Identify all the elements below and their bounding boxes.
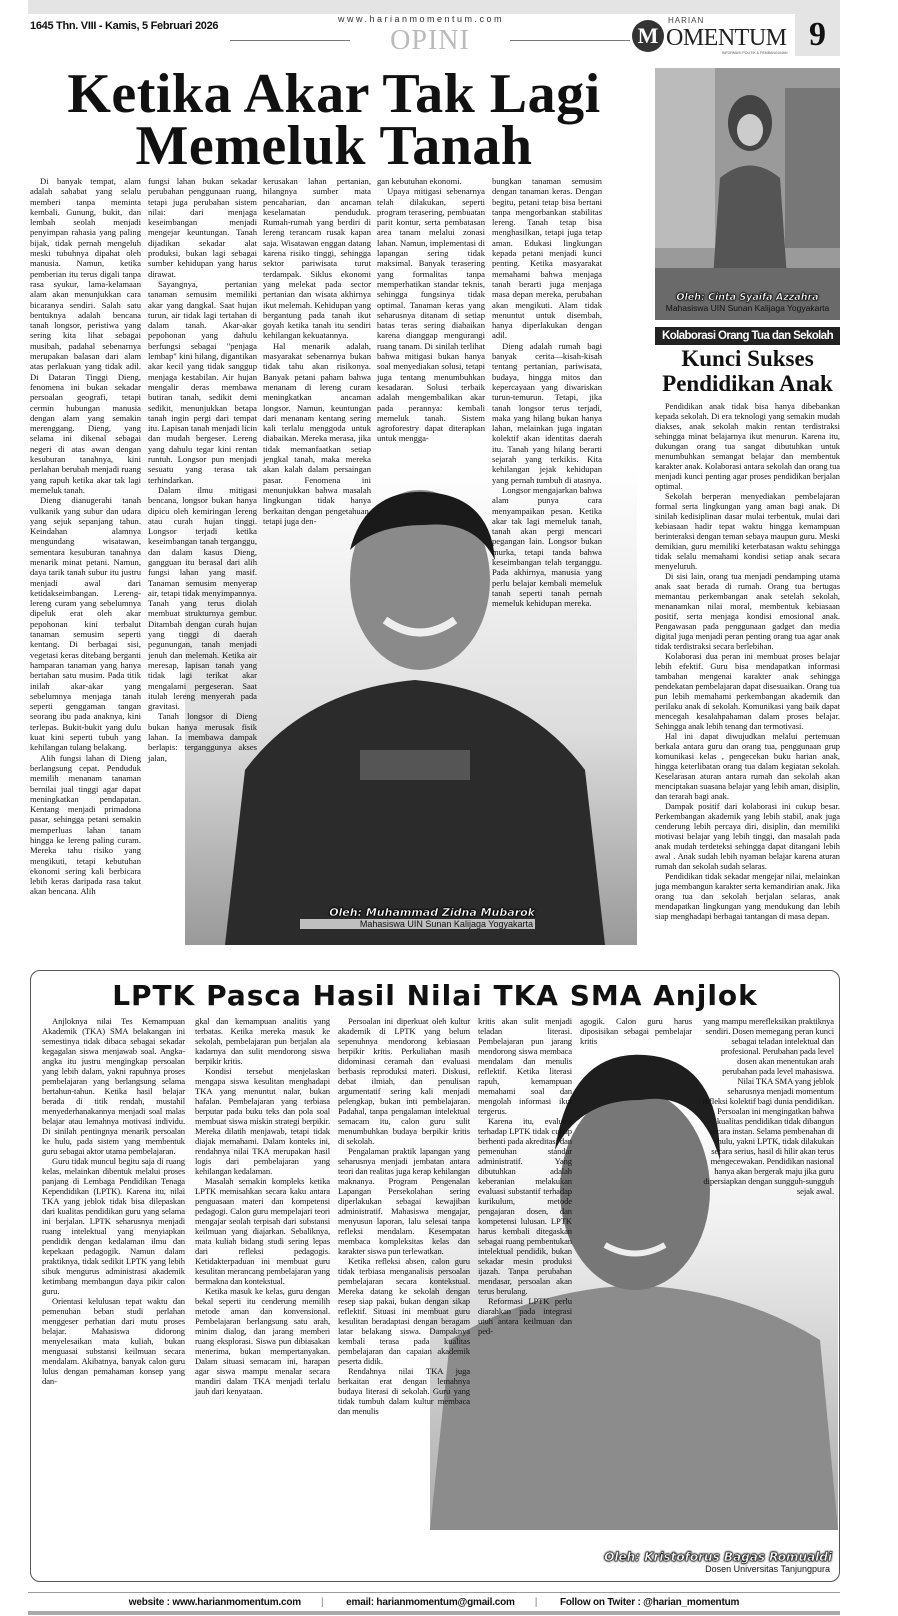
article-column — [377, 176, 485, 444]
side-author-photo — [655, 68, 840, 320]
paragraph: Rendahnya nilai TKA juga berkaitan erat dengan lemahnya budaya literasi di sekolah. Guru yang tidak tumbuh dalam kultur membaca dan menulis — [338, 1366, 470, 1416]
article-column — [263, 176, 371, 526]
paragraph: Dalam ilmu mitigasi bencana, longsor bukan hanya dipicu oleh kemiringan lereng atau curah hujan tinggi. Longsor terjadi ketika keseimbangan tanah terganggu, dan dalam kasus Dieng, gangguan itu berasal dari alih fungsi lahan yang masif. Tanaman semusim menyerap air, tetapi tidak menyimpannya. Tanah yang terus diolah membuat strukturnya gembur. Ditambah dengan curah hujan yang tinggi di daerah pegunungan, tanah menjadi jenuh dan melemah. Ketika air meresap, lapisan tanah yang tidak lagi terikat akar mengalami pergeseran. Saat itulah lereng menyerah pada gravitasi. — [148, 484, 257, 712]
footer-twitter[interactable]: Follow on Twiter : @harian_momentum — [559, 1597, 740, 1608]
header-band — [28, 0, 840, 14]
paragraph: kritis akan sulit menjadi teladan literasi. Pembelajaran pun jarang mendorong siswa membaca mendalam dan menulis reflektif. Ketika literasi rapuh, kemampuan memahami soal dan mengolah informasi ikut tergerus. — [478, 1016, 572, 1116]
logo-main: OMENTUM — [666, 25, 787, 51]
divider — [510, 40, 630, 41]
author-caption — [300, 906, 535, 929]
paragraph: Reformasi LPTK perlu diarahkan pada integrasi utuh antara keilmuan dan ped- — [478, 1296, 572, 1336]
footer — [28, 1596, 840, 1609]
paragraph: Ketika masuk ke kelas, guru dengan bekal seperti itu cenderung memilih metode aman dan konvensional. Pembelajaran berlangsung satu arah, minim dialog, dan jarang memberi ruang eksplorasi. Siswa pun dibiasakan menerima, bukan mempertanyakan. Dalam situasi semacam ini, harapan agar siswa mampu menalar secara mandiri dalam TKA menjadi terlalu jauh dari kenyataan. — [195, 1286, 330, 1396]
divider — [28, 1611, 840, 1615]
paragraph: Di sisi lain, orang tua menjadi pendamping utama anak saat berada di rumah. Orang tua bertugas memantau perkembangan anak setelah sekolah, menanamkan nilai moral, membentuk kebiasaan positif, serta menjaga kondisi emosional anak. Pengawasan pada penggunaan gadget dan media digital juga menjadi peran penting orang tua agar anak tidak terdistraksi secara berlebihan. — [655, 572, 840, 651]
title-line: Kunci Sukses — [681, 346, 814, 371]
paragraph: Dampak positif dari kolaborasi ini cukup besar. Perkembangan akademik yang lebih stabil, anak juga cenderung lebih percaya diri, disiplin, dan memiliki motivasi belajar yang lebih tinggi, dan masalah pada anak mudah terdeteksi sehingga dapat ditangani lebih awal . Anak sudah lebih nyaman belajar karena aturan rumah dan sekolah sudah selaras. — [655, 802, 840, 871]
paragraph: Persoalan ini diperkuat oleh kultur akademik di LPTK yang belum sepenuhnya mendorong kebiasaan berpikir kritis. Perkuliahan masih didominasi ceramah dan evaluasi berbasis reproduksi materi. Diskusi, debat ilmiah, dan penulisan argumentatif sering kali menjadi pelengkap, bukan inti pembelajaran. Padahal, tanpa pengalaman intelektual semacam itu, calon guru sulit menumbuhkan budaya berpikir kritis di sekolah. — [338, 1016, 470, 1146]
paragraph: Karena itu, evaluasi terhadap LPTK tidak cukup berhenti pada akreditasi dan pemenuhan standar administratif. Yang dibutuhkan adalah keberanian melakukan evaluasi substantif terhadap kurikulum, metode pengajaran dosen, dan kompetensi lulusan. LPTK harus kembali ditegaskan sebagai ruang pembentukan intelektual pendidik, bukan sekadar mesin produksi ijazah. Tanpa perubahan mendasar, persoalan akan terus berulang. — [478, 1116, 572, 1296]
divider — [230, 40, 350, 41]
paragraph: Guru tidak muncul begitu saja di ruang kelas, melainkan dibentuk melalui proses panjang di Lembaga Pendidikan Tenaga Kependidikan (LPTK). Karena itu, nilai TKA yang jeblok tidak bisa dilepaskan dari kualitas pendidikan guru yang selama ini berjalan. LPTK seharusnya menjadi ruang intelektual yang menyiapkan pendidik dengan kedalaman ilmu dan kepekaan pedagogik. Namun dalam praktiknya, tidak sedikit LPTK yang lebih sibuk mengurus administrasi akademik ketimbang membangun daya pikir calon guru. — [42, 1156, 185, 1296]
article-column — [492, 176, 602, 608]
footer-email[interactable]: email: harianmomentum@gmail.com — [346, 1597, 515, 1608]
footer-website[interactable]: website : www.harianmomentum.com — [128, 1597, 301, 1608]
paragraph: Di banyak tempat, alam adalah sahabat yang selalu memberi tanpa meminta kembali. Gunung, bukit, dan lembah seolah menjadi penyimpan rahasia yang paling bijak, tidak pernah mengeluh meski tubuhnya dipahat oleh manusia. Namun, ketika pemberian itu terus digali tanpa rasa syukur, lama-kelamaan alam akan menunjukkan cara bicaranya sendiri. Salah satu bentuknya adalah bencana tanah longsor, peristiwa yang sering kita lihat sebagai musibah, padahal sebenarnya merupakan balasan dari alam atas perlakuan yang tidak adil. Di Dataran Tinggi Dieng, fenomena ini bukan sekadar persoalan geografi, tetapi cermin hubungan manusia dengan alam yang semakin merenggang. Dieng, yang selama ini dikenal sebagai negeri di atas awan dengan kesuburan tanahnya, kini perlahan berubah menjadi ruang yang rapuh ketika akar tak lagi memeluk tanah. — [30, 176, 141, 495]
separator: | — [534, 1597, 538, 1608]
author-name: Oleh: Kristoforus Bagas Romualdi — [604, 1550, 832, 1564]
title-line: Memeluk Tanah — [135, 115, 533, 177]
newspaper-logo — [632, 18, 792, 56]
paragraph: Pendidikan anak tidak bisa hanya dibebankan kepada sekolah. Di era teknologi yang semakin mudah diakses, anak sekolah makin rentan terdistraksi sehingga minat belajarnya ikut menurun. Karena itu, dukungan orang tua sangat dibutuhkan untuk menumbuhkan semangat belajar dan membentuk karakter anak. Kolaborasi antara sekolah dan orang tua menjadi kunci penting agar proses pendidikan berjalan optimal. — [655, 402, 840, 491]
title-line: Ketika Akar Tak Lagi — [67, 63, 601, 125]
logo-tagline: INFORMASI POLITIK & PEMBANGUNAN — [722, 51, 788, 55]
paragraph: gan kebutuhan ekonomi. — [377, 176, 462, 186]
paragraph: bungkan tanaman semusim dengan tanaman keras. Dengan begitu, petani tetap bisa bertani tanpa mengorbankan stabilitas lereng. Tanah tetap bisa menghasilkan, tetapi juga tetap aman. Edukasi lingkungan kepada petani menjadi kunci penting. Ketika masyarakat memahami bahwa menjaga tanah berarti juga menjaga masa depan mereka, perubahan akan mengikuti. Alam tidak menuntut untuk disembah, hanya diperlakukan dengan adil. — [492, 176, 602, 341]
article-column — [580, 1016, 692, 1046]
paragraph: yang mampu merefleksikan praktiknya sendiri. Dosen memegang peran kunci sebagai teladan intelektual dan profesional. Perubahan pada level dosen akan menentukan arah perubahan pada level mahasiswa. — [703, 1016, 834, 1076]
article-column — [655, 402, 840, 922]
paragraph: Kondisi tersebut menjelaskan mengapa siswa kesulitan menghadapi TKA yang menuntut nalar, bukan hafalan. Pembelajaran yang terbiasa berputar pada buku teks dan pola soal membuat siswa miskin strategi berpikir. Mereka dilatih menjawab, tetapi tidak diajak memahami. Dalam konteks ini, rendahnya nilai TKA merupakan hasil logis dari pembelajaran yang kehilangan kedalaman. — [195, 1066, 330, 1176]
paragraph: Sekolah berperan menyediakan pembelajaran formal serta lingkungan yang aman bagi anak. Di sinilah kedisiplinan dasar mulai terbentuk, mulai dari kebiasaan hadir tepat waktu hingga kemampuan berinteraksi dengan teman sebaya maupun guru. Meski demikian, guru memiliki keterbatasan waktu sehingga tidak selalu memahami kondisi setiap anak secara menyeluruh. — [655, 492, 840, 571]
bottom-article-title: LPTK Pasca Hasil Nilai TKA SMA Anjlok — [112, 979, 758, 1012]
article-column — [30, 176, 141, 897]
paragraph: gkal dan kemampuan analitis yang terbatas. Ketika mereka masuk ke sekolah, pembelajaran pun berjalan ala kadarnya dan sulit mendorong siswa berpikir kritis. — [195, 1016, 330, 1066]
article-column — [338, 1016, 470, 1416]
paragraph: Hal ini dapat diwujudkan melalui pertemuan berkala antara guru dan orang tua, penggunaan grup komunikasi kelas , pengecekan buku harian anak, hingga keterlibatan orang tua dalam kegiatan sekolah. Keselarasan aturan antara rumah dan sekolah akan menciptakan suasana belajar yang lebih aman, disiplin, dan terarah bagi anak. — [655, 732, 840, 801]
paragraph: Dieng adalah rumah bagi banyak cerita—kisah-kisah tentang pertanian, pariwisata, budaya, hingga mitos dan kepercayaan yang diwariskan turun-temurun. Tetapi, jika tanah longsor terus terjadi, maka yang hilang bukan hanya lahan, melainkan juga ingatan kolektif akan identitas daerah itu. Tanah yang hilang berarti sejarah yang terkikis. Kita kehilangan jejak kehidupan yang pernah tumbuh di atasnya. — [492, 340, 602, 485]
paragraph: Ketika refleksi absen, calon guru tidak terbiasa menganalisis persoalan pembelajaran secara kontekstual. Mereka datang ke sekolah dengan resep siap pakai, bukan dengan sikap reflektif. Situasi ini membuat guru kesulitan beradaptasi dengan beragam latar belakang siswa. Dampaknya kembali terasa pada kualitas pembelajaran dan capaian akademik peserta didik. — [338, 1256, 470, 1366]
article-column — [148, 176, 257, 763]
page-number: 9 — [795, 14, 840, 56]
paragraph: Alih fungsi lahan di Dieng berlangsung cepat. Penduduk memilih menanam tanaman bernilai jual tinggi agar dapat meningkatkan pendapatan. Kentang menjadi primadona pasar, sehingga petani semakin memperluas lahan tanam hingga ke lereng paling curam. Mereka tahu risiko yang mengikuti, tetapi kebutuhan ekonomi sering kali berbicara lebih keras daripada rasa takut akan bencana. Alih — [30, 752, 141, 897]
section-name: OPINI — [390, 25, 470, 56]
side-article-title — [655, 346, 840, 396]
title-line: Pendidikan Anak — [662, 371, 833, 396]
author-role: Mahasiswa UIN Sunan Kalijaga Yogyakarta — [300, 919, 535, 929]
article-column — [195, 1016, 330, 1396]
paragraph: Pengalaman praktik lapangan yang seharusnya menjadi jembatan antara teori dan realitas juga kerap kehilangan maknanya. Program Pengenalan Lapangan Persekolahan sering diperlakukan sebagai kewajiban administratif. Mahasiswa mengajar, menyusun laporan, lalu selesai tanpa refleksi mendalam. Kesempatan membaca kompleksitas kelas dan karakter siswa pun terlewatkan. — [338, 1146, 470, 1256]
paragraph: Masalah semakin kompleks ketika LPTK memisahkan secara kaku antara penguasaan materi dan kompetensi pedagogi. Calon guru mempelajari teori mengajar seolah terpisah dari substansi keilmuan yang diajarkan. Sebaliknya, mata kuliah bidang studi sering lepas dari refleksi pedagogis. Ketidakterpaduan ini membuat guru kesulitan merancang pembelajaran yang bermakna dan kontekstual. — [195, 1176, 330, 1286]
paragraph: Nilai TKA SMA yang jeblok seharusnya menjadi momentum refleksi kolektif bagi dunia pendidikan. Persoalan ini mengingatkan bahwa kualitas pendidikan tidak dibangun secara instan. Selama pembenahan di hulu, yakni LPTK, tidak dilakukan secara serius, hasil di hilir akan terus mengecewakan. Pendidikan nasional hanya akan bergerak maju jika guru dipersiapkan dengan sungguh-sungguh sejak awal. — [702, 1076, 834, 1196]
article-column — [702, 1016, 834, 1196]
main-article-title — [28, 63, 640, 177]
paragraph: Upaya mitigasi sebenarnya telah dilakukan, seperti program terasering, pembuatan parit kontur, serta pembatasan area tanam melalui zonasi lahan. Namun, implementasi di lapangan sering tidak maksimal. Banyak terasering yang formalitas tanpa memperhatikan standar teknis, sehingga fungsinya tidak optimal. Tanaman keras yang seharusnya ditanam di setiap batas teras sering diabaikan karena dianggap mengurangi ruang tanam. Di sinilah terlihat bahwa mitigasi bukan hanya soal menyediakan solusi, tetapi juga tentang menumbuhkan kesadaran. Solusi terbaik adalah mengembalikan akar pada perannya: kembali memeluk tanah. Sistem agroforestry dapat diterapkan untuk mengga- — [377, 186, 485, 444]
paragraph: fungsi lahan bukan sekadar perubahan penggunaan ruang, tetapi juga perubahan sistem nilai: dari menjaga keseimbangan menjadi mengejar keuntungan. Tanah dijadikan sekadar alat produksi, bukan lagi sebagai sumber kehidupan yang harus dirawat. — [148, 176, 257, 279]
paragraph: Pendidikan tidak sekadar mengejar nilai, melainkan juga membangun karakter serta kemandirian anak. Jika orang tua dan sekolah berjalan selaras, anak mendapatkan lingkungan yang mendukung dan lebih siap menghadapi berbagai tantangan di masa depan. — [655, 872, 840, 921]
divider — [28, 1592, 840, 1593]
paragraph: Kolaborasi dua peran ini membuat proses belajar lebih efektif. Guru bisa mendapatkan informasi tambahan mengenai karakter anak sehingga pendekatan pembelajaran dapat disesuaikan. Orang tua pun lebih memahami perkembangan akademik dan perilaku anak di sekolah. Komunikasi yang baik dapat mencegah kesalahpahaman dalam proses belajar. Sehingga anak lebih tenang dan termotivasi. — [655, 652, 840, 731]
author-role: Mahasiswa UIN Sunan Kalijaga Yogyakarta — [665, 303, 830, 313]
paragraph: agogik. Calon guru harus diposisikan sebagai pembelajar kritis — [580, 1016, 692, 1046]
author-role: Dosen Universitas Tanjungpura — [705, 1564, 830, 1574]
paragraph: kerusakan lahan pertanian, hilangnya sumber mata pencaharian, dan ancaman keselamatan penduduk. Rumah-rumah yang berdiri di lereng terancam rusak kapan saja. Wisatawan enggan datang karena risiko tinggi, sehingga sektor pariwisata turut terdampak. Siklus ekonomi yang melekat pada sector pertanian dan wisata akhirnya ikut melemah. Kehidupan yang bergantung pada tanah ikut goyah ketika tanah itu sendiri kehilangan kekuatannya. — [263, 176, 371, 341]
paragraph: Longsor mengajarkan bahwa alam punya cara menyampaikan pesan. Ketika akar tak lagi memeluk tanah, tanah akan pergi mencari pegangan lain. Longsor bukan murka, tetapi tanda bahwa keseimbangan telah terganggu. Pada akhirnya, manusia yang perlu belajar kembali memeluk tanah seperti tanah pernah memeluk kehidupan mereka. — [492, 484, 602, 609]
paragraph: Orientasi kelulusan tepat waktu dan pemenuhan beban studi perlahan menggeser perhatian dari mutu proses belajar. Mahasiswa didorong menyelesaikan mata kuliah, bukan menguasai substansi keilmuan secara mendalam. Akibatnya, banyak calon guru lulus dengan pemahaman konsep yang dan- — [42, 1296, 185, 1386]
logo-small: HARIAN — [668, 16, 705, 25]
paragraph: Dieng dianugerahi tanah vulkanik yang subur dan udara yang sejuk sepanjang tahun. Keindahan alamnya mengundang wisatawan, sementara kesuburan tanahnya menarik minat petani. Namun, daya tarik tanah subur itu justru menjadi awal dari ketidakseimbangan. Lereng-lereng curam yang sebelumnya dipeluk erat oleh akar pepohonan kini terbalut tanaman semusim seperti kentang. Di berbagai sisi, vegetasi keras ditebang berganti hamparan tanaman yang hanya bertahan satu musim. Pada titik inilah akar-akar yang sebelumnya menjaga tanah seperti genggaman tangan seorang ibu pada anaknya, kini terlepas. Bukit-bukit yang dulu kuat kini seperti tubuh yang kehilangan tulang belakang. — [30, 495, 141, 753]
edition-info: 1645 Thn. VIII - Kamis, 5 Februari 2026 — [30, 20, 219, 32]
separator: | — [320, 1597, 324, 1608]
article-column — [478, 1016, 572, 1336]
side-author-caption — [655, 292, 840, 313]
author-name: Oleh: Cinta Syaifa Azzahra — [676, 292, 819, 303]
paragraph: Anjloknya nilai Tes Kemampuan Akademik (TKA) SMA belakangan ini semestinya tidak dibaca sebagai sekadar kegagalan siswa menjawab soal. Angka-angka itu justru mengingkap persoalan yang lebih dalam, yakni rapuhnya proses pembelajaran yang berlangsung selama bertahun-tahun. Ketika hasil belajar berada di titik rendah, mustahil menyederhanakannya menjadi soal malas belajar atau lemahnya motivasi individu. Di sinilah pentingnya menarik persoalan ke hulu, pada sistem yang membentuk guru sebagai aktor utama pembelajaran. — [42, 1016, 185, 1156]
paragraph: Hal menarik adalah, masyarakat sebenarnya bukan tidak tahu akan risikonya. Banyak petani paham bahwa menanam di lereng curam meningkatkan ancaman longsor. Namun, keuntungan dari menanam kentang sering kali terlalu menggoda untuk diabaikan. Mereka merasa, jika tidak memanfaatkan setiap jengkal tanah, maka mereka akan kalah dalam persaingan pasar. Fenomena ini menunjukkan bahwa masalah lingkungan tidak hanya berkaitan dengan pengetahuan, tetapi juga den- — [263, 340, 371, 526]
bottom-author-caption — [480, 1550, 832, 1574]
author-name: Oleh: Muhammad Zidna Mubarok — [329, 906, 535, 919]
article-column — [42, 1016, 185, 1386]
side-article-kicker: Kolaborasi Orang Tua dan Sekolah — [655, 327, 840, 345]
logo-emblem: M — [632, 20, 664, 52]
paragraph: Tanah longsor di Dieng bukan hanya merusak fisik lahan. Ia membawa dampak berlapis: terganggunya akses jalan, — [148, 711, 257, 763]
paragraph: Sayangnya, pertanian tanaman semusim memiliki akar yang dangkal. Saat hujan turun, air tidak lagi tertahan di dalam tanah. Akar-akar pepohonan yang dahulu berfungsi sebagai "penjaga lembap" kini hilang, digantikan akar kecil yang tidak sanggup menjaga kestabilan. Air hujan mengalir deras membawa butiran tanah, sedikit demi sedikit, menunjukkan betapa tanah ingin pergi dari tempat itu. Lapisan tanah menjadi licin dan mudah bergeser. Lereng yang dahulu tegar kini rentan runtuh. Longsor pun menjadi sesuatu yang terasa tak terhindarkan. — [148, 278, 257, 485]
header-website[interactable]: www.harianmomentum.com — [338, 14, 505, 24]
